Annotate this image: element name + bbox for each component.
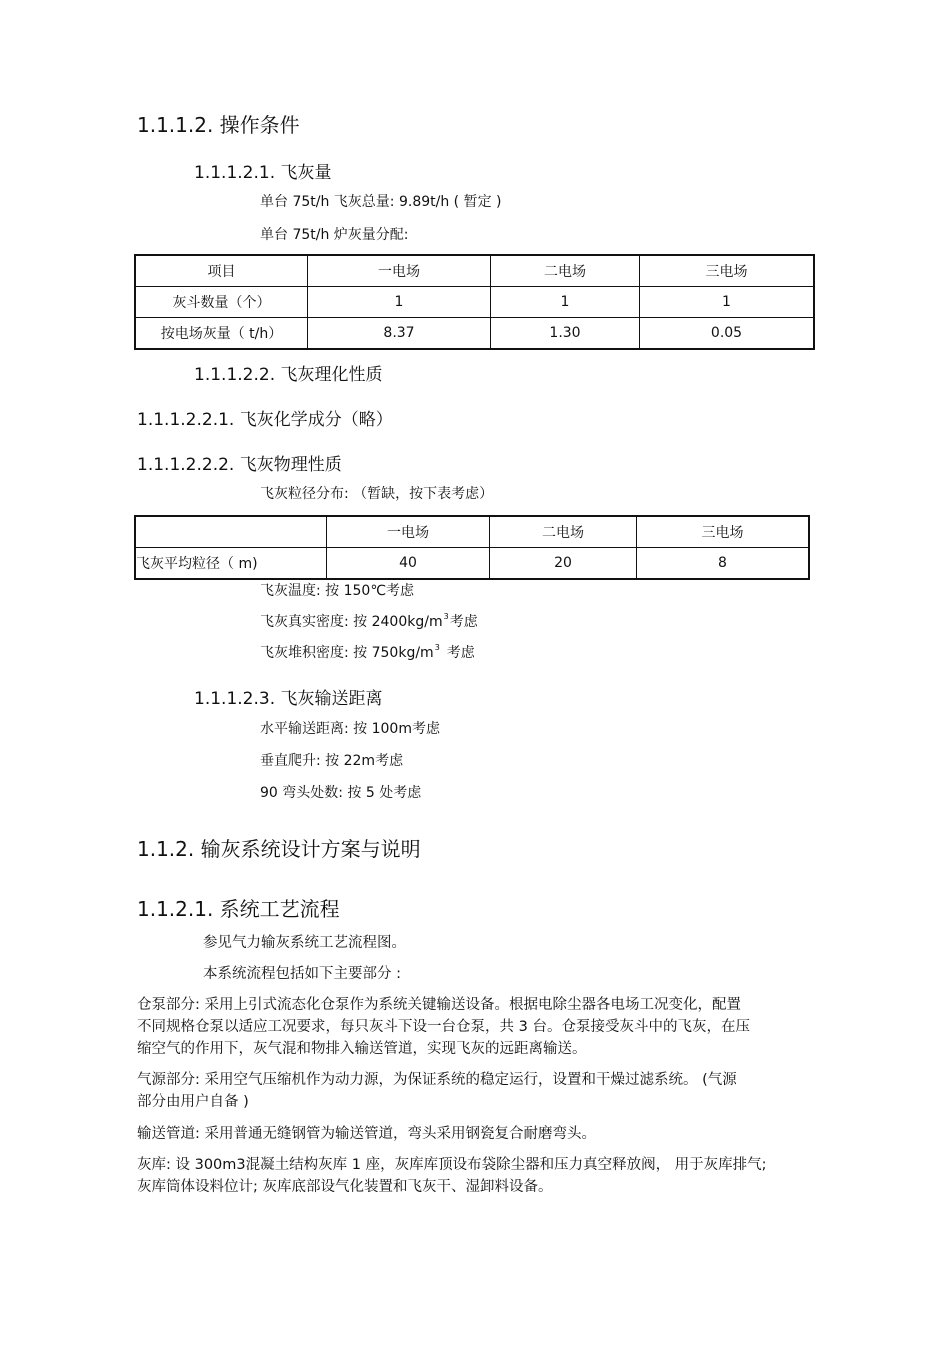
table-header-cell: 三电场 [640,255,815,287]
superscript-3: 3 [443,612,449,621]
table-cell: 1 [491,287,640,318]
line-bulk-density [260,642,475,662]
paragraph-pump-line-3: 缩空气的作用下，灰气混和物排入输送管道，实现飞灰的远距离输送。 [137,1041,587,1057]
bulk-density-text: 飞灰堆积密度: 按 750kg/m [260,645,434,661]
particle-size-table [134,515,810,580]
table-header-cell: 二电场 [490,516,637,548]
heading-chemical-composition: 1.1.1.2.2.1. 飞灰化学成分（略） [137,410,393,430]
table-row [135,548,809,580]
table-row [135,287,814,318]
paragraph-pump-line-2: 不同规格仓泵以适应工况要求，每只灰斗下设一台仓泵，共 3 台。仓泵接受灰斗中的飞灰，在压 [137,1019,750,1035]
table-cell: 1.30 [491,318,640,350]
line-ash-distribution: 单台 75t/h 炉灰量分配: [260,227,409,243]
superscript-3: 3 [434,643,440,652]
table-cell: 8 [637,548,810,580]
table-header-cell: 二电场 [491,255,640,287]
line-elbow-count: 90 弯头处数: 按 5 处考虑 [260,785,422,801]
table-header-cell: 三电场 [637,516,810,548]
line-total-fly-ash: 单台 75t/h 飞灰总量: 9.89t/h ( 暂定 ) [260,194,502,210]
true-density-text: 飞灰真实密度: 按 2400kg/m [260,614,443,630]
paragraph-reference: 参见气力输灰系统工艺流程图。 [203,935,406,951]
table-cell: 0.05 [640,318,815,350]
table-cell: 20 [490,548,637,580]
table-cell: 40 [327,548,490,580]
table-header-cell: 一电场 [327,516,490,548]
table-cell: 灰斗数量（个） [135,287,308,318]
table-cell: 按电场灰量（ t/h） [135,318,308,350]
paragraph-air-line-1: 气源部分: 采用空气压缩机作为动力源，为保证系统的稳定运行，设置和干燥过滤系统。 (气源 [137,1072,737,1088]
table-cell: 1 [308,287,491,318]
table-row [135,318,814,350]
table-cell: 1 [640,287,815,318]
heading-fly-ash-properties: 1.1.1.2.2. 飞灰理化性质 [194,365,383,385]
fly-ash-amount-table [134,254,815,350]
paragraph-pipe: 输送管道: 采用普通无缝钢管为输送管道，弯头采用钢瓷复合耐磨弯头。 [137,1126,596,1142]
line-true-density [260,611,478,631]
table-cell: 8.37 [308,318,491,350]
table-header-cell: 一电场 [308,255,491,287]
table-row [135,255,814,287]
line-ash-temperature: 飞灰温度: 按 150℃考虑 [260,583,415,599]
paragraph-air-line-2: 部分由用户自备 ) [137,1094,249,1110]
table-row [135,516,809,548]
table-cell: 飞灰平均粒径（ m) [135,548,327,580]
paragraph-includes: 本系统流程包括如下主要部分 : [203,966,401,982]
true-density-suffix: 考虑 [449,614,478,630]
paragraph-pump-line-1: 仓泵部分: 采用上引式流态化仓泵作为系统关键输送设备。根据电除尘器各电场工况变化，配置 [137,997,741,1013]
line-vertical-lift: 垂直爬升: 按 22m考虑 [260,753,404,769]
heading-process-flow: 1.1.2.1. 系统工艺流程 [137,897,340,921]
line-particle-distribution: 飞灰粒径分布: （暂缺，按下表考虑） [260,486,494,502]
heading-conveying-distance: 1.1.1.2.3. 飞灰输送距离 [194,689,383,709]
line-horizontal-distance: 水平输送距离: 按 100m考虑 [260,721,440,737]
heading-physical-properties: 1.1.1.2.2.2. 飞灰物理性质 [137,455,342,475]
heading-system-design: 1.1.2. 输灰系统设计方案与说明 [137,837,421,861]
bulk-density-suffix: 考虑 [446,645,475,661]
table-header-cell: 项目 [135,255,308,287]
paragraph-silo-line-1: 灰库: 设 300m3混凝土结构灰库 1 座，灰库库顶设布袋除尘器和压力真空释放阀， 用于灰库排气; [137,1157,767,1173]
paragraph-silo-line-2: 灰库筒体设料位计; 灰库底部设气化装置和飞灰干、湿卸料设备。 [137,1179,553,1195]
table-header-cell [135,516,327,548]
heading-fly-ash-amount: 1.1.1.2.1. 飞灰量 [194,163,332,183]
heading-1-1-1-2: 1.1.1.2. 操作条件 [137,113,300,137]
